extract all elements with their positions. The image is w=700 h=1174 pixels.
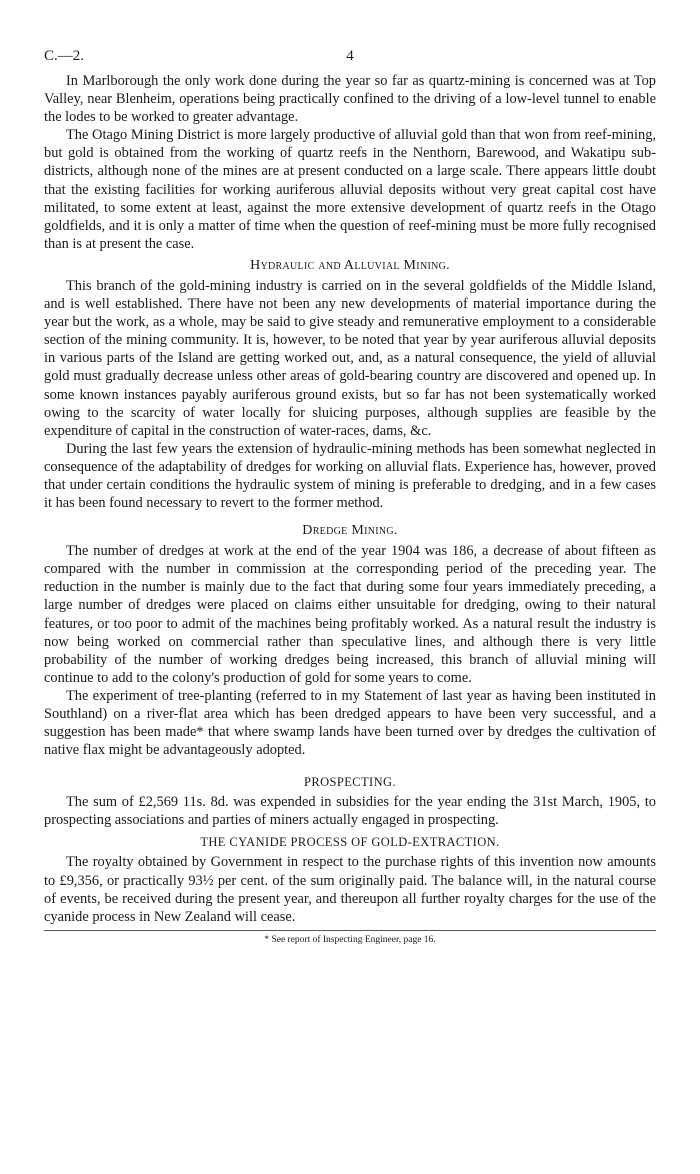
heading-dredge-mining: Dredge Mining. xyxy=(302,523,398,539)
paragraph-prospecting: The sum of £2,569 11s. 8d. was expended in subsidies for the year ending the 31st March, 1905, to prospecting associations and parties of miners actually engaged in prospecting. xyxy=(44,794,656,829)
paragraph-dredge-1: The number of dredges at work at the end of the year 1904 was 186, a decrease of about fifteen as compared with the number in commission at the corresponding period of the preceding year. The reduction in the number is mainly due to the fact that during some four years immediately preceding, a large number of dredges were placed on claims either unsuitable for dredging, owing to their natural features, or too poor to admit of the machines being profitably worked. As a natural result the industry is now being worked on commercial rather than speculative lines, and although there is very little probability of the number of working dredges being increased, this branch of alluvial mining will continue to add to the colony's production of gold for some years to come. xyxy=(44,543,656,686)
paragraph-marlborough: In Marlborough the only work done during the year so far as quartz-mining is concerned was at Top Valley, near Blenheim, operations being practically confined to the driving of a low-level tunnel to enable the lodes to be worked to greater advantage. xyxy=(44,73,656,126)
paragraph-cyanide: The royalty obtained by Government in respect to the purchase rights of this invention now amounts to £9,356, or practically 93½ per cent. of the sum originally paid. The balance will, in the natural course of events, be received during the present year, and thereupon all further royalty charges for the use of the cyanide process in New Zealand will cease. xyxy=(44,854,656,925)
heading-hydraulic-alluvial: Hydraulic and Alluvial Mining. xyxy=(250,257,450,273)
footnote: * See report of Inspecting Engineer, page 16. xyxy=(264,934,436,945)
page-number: 4 xyxy=(346,48,354,64)
page-header xyxy=(44,40,656,72)
paragraph-hydraulic-2: During the last few years the extension of hydraulic-mining methods has been somewhat neglected in consequence of the adaptability of dredges for working on alluvial flats. Experience has, however, proved that under certain conditions the hydraulic system of mining is preferable to dredging, and in a few cases it has been found necessary to revert to the former method. xyxy=(44,440,656,512)
heading-prospecting: PROSPECTING. xyxy=(304,775,396,790)
heading-cyanide-process: THE CYANIDE PROCESS OF GOLD-EXTRACTION. xyxy=(200,835,500,850)
document-reference: C.—2. xyxy=(44,48,85,64)
paragraph-hydraulic-1: This branch of the gold-mining industry is carried on in the several goldfields of the Middle Island, and is well established. There have not been any new developments of material importance during the year but the work, as a whole, may be said to give steady and remunerative employment to a considerable section of the mining community. It is, however, to be noted that year by year auriferous alluvial deposits in various parts of the Island are getting worked out, and, as a natural consequence, the yield of alluvial gold must gradually decrease unless other areas of gold-bearing country are discovered and opened up. In some known instances payably auriferous ground exists, but so far has not been systematically worked owing to the scarcity of water locally for sluicing purposes, although supplies are feasible by the expenditure of capital in the construction of water-races, dams, &c. xyxy=(44,277,656,439)
footnote-rule xyxy=(44,930,656,931)
paragraph-otago: The Otago Mining District is more largely productive of alluvial gold than that won from reef-mining, but gold is obtained from the working of quartz reefs in the Nenthorn, Barewood, and Wakatipu sub-districts, although none of the mines are at present conducted on a large scale. There appears little doubt that the existing facilities for working auriferous alluvial deposits without very great capital cost have militated, to some extent at least, against the more extensive development of quartz reefs in the Otago goldfields, and it is only a matter of time when the question of reef-mining must be more fully recognised than is at present the case. xyxy=(44,127,656,252)
paragraph-dredge-2: The experiment of tree-planting (referred to in my Statement of last year as having been instituted in Southland) on a river-flat area which has been dredged appears to have been very successful, and a suggestion has been made* that where swamp lands have been turned over by dredges the cultivation of native flax might be advantageously adopted. xyxy=(44,687,656,759)
